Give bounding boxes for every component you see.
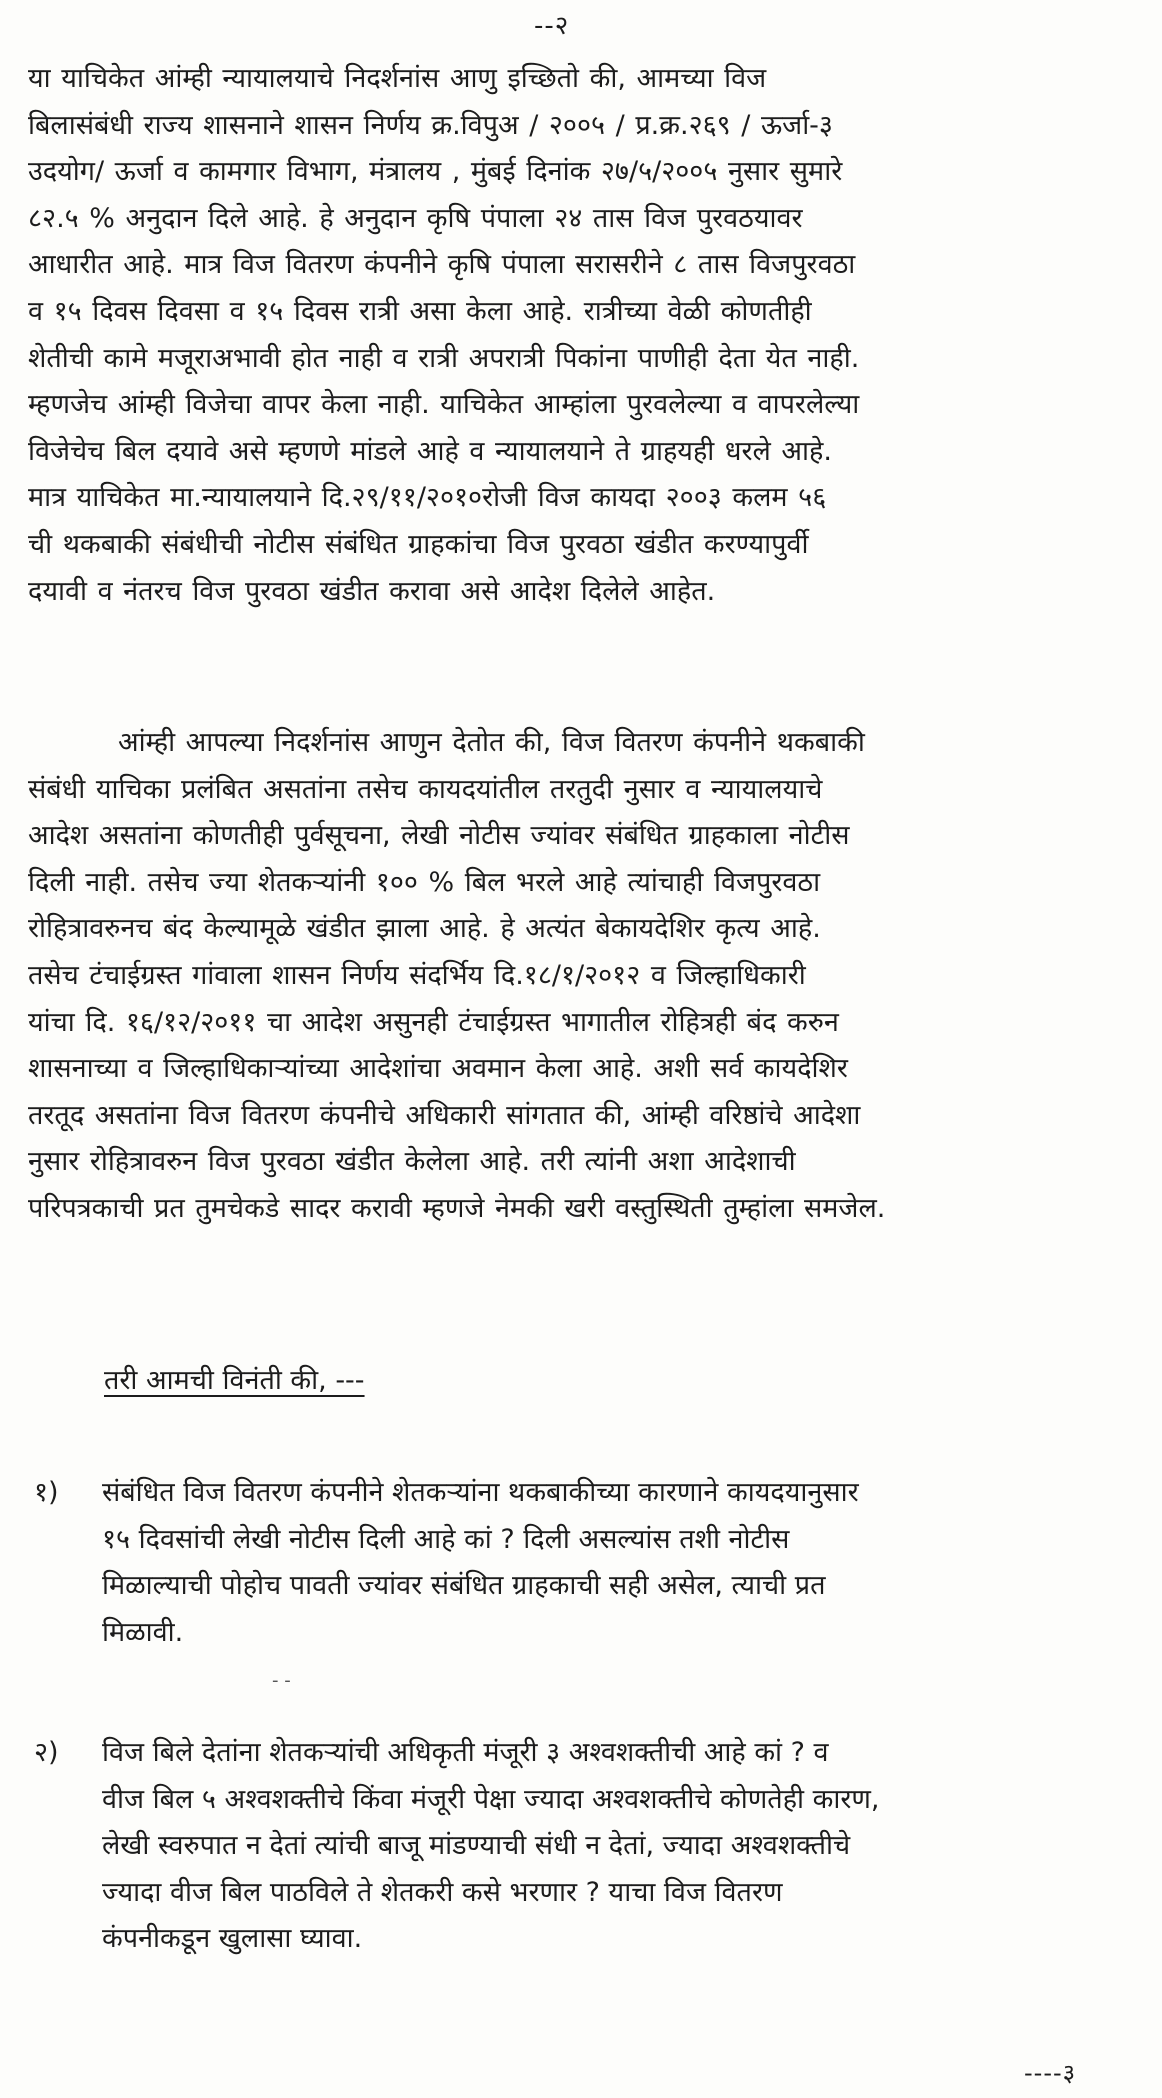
paragraph-line: परिपत्रकाची प्रत तुमचेकडे सादर करावी म्हणजे नेमकी खरी वस्तुस्थिती तुम्हांला समजेल. [28, 1192, 886, 1224]
paragraph-line: आधारीत आहे. मात्र विज वितरण कंपनीने कृषि पंपाला सरासरीने ८ तास विजपुरवठा [28, 249, 856, 281]
item-body [102, 1470, 1148, 1656]
paragraph-line: यांचा दि. १६/१२/२०११ चा आदेश असुनही टंचाईग्रस्त भागातील रोहित्रही बंद करुन [28, 1006, 839, 1038]
paragraph-line: मात्र याचिकेत मा.न्यायालयाने दि.२९/११/२०१०रोजी विज कायदा २००३ कलम ५६ [28, 482, 827, 514]
paragraph-line: आंम्ही आपल्या निदर्शनांस आणुन देतोत की, विज वितरण कंपनीने थकबाकी [118, 727, 865, 758]
paragraph-petition-subsidy [28, 56, 1138, 615]
paragraph-line: व १५ दिवस दिवसा व १५ दिवस रात्री असा केला आहे. रात्रीच्या वेळी कोणतीही [28, 295, 812, 327]
item-line: लेखी स्वरुपात न देतां त्यांची बाजू मांडण्याची संधी न देतां, ज्यादा अश्वशक्तीचे [102, 1830, 851, 1862]
page-number-top: --२ [534, 11, 570, 41]
item-line: ज्यादा वीज बिल पाठविले ते शेतकरी कसे भरणार ? याचा विज वितरण [102, 1876, 783, 1908]
paragraph-line: आदेश असतांना कोणतीही पुर्वसूचना, लेखी नोटीस ज्यांवर संबंधित ग्राहकाला नोटीस [28, 820, 850, 852]
paragraph-disconnection-notice [28, 720, 1138, 1233]
item-line: १५ दिवसांची लेखी नोटीस दिली आहे कां ? दिली असल्यांस तशी नोटीस [102, 1523, 790, 1555]
request-heading: तरी आमची विनंती की, --- [104, 1365, 365, 1396]
paragraph-line: उदयोग/ ऊर्जा व कामगार विभाग, मंत्रालय , मुंबई दिनांक २७/५/२००५ नुसार सुमारे [28, 156, 843, 188]
paragraph-line: शेतीची कामे मजूराअभावी होत नाही व रात्री अपरात्री पिकांना पाणीही देता येत नाही. [28, 342, 860, 374]
paragraph-line: विजेचेच बिल दयावे असे म्हणणे मांडले आहे व न्यायालयाने ते ग्राहयही धरले आहे. [28, 435, 832, 467]
item-number: १) [34, 1477, 59, 1508]
paragraph-line: रोहित्रावरुनच बंद केल्यामूळे खंडीत झाला आहे. हे अत्यंत बेकायदेशिर कृत्य आहे. [28, 913, 821, 945]
scan-mark: - - [272, 1670, 291, 1691]
paragraph-line: संबंधी याचिका प्रलंबित असतांना तसेच कायदयांतील तरतुदी नुसार व न्यायालयाचे [28, 773, 823, 805]
paragraph-line: दयावी व नंतरच विज पुरवठा खंडीत करावा असे आदेश दिलेले आहेत. [28, 575, 716, 607]
item-line: संबंधित विज वितरण कंपनीने शेतकऱ्यांना थकबाकीच्या कारणाने कायदयानुसार [102, 1477, 859, 1508]
paragraph-line: तसेच टंचाईग्रस्त गांवाला शासन निर्णय संदर्भिय दि.१८/१/२०१२ व जिल्हाधिकारी [28, 959, 806, 991]
paragraph-line: ची थकबाकी संबंधीची नोटीस संबंधित ग्राहकांचा विज पुरवठा खंडीत करण्यापुर्वी [28, 528, 809, 560]
item-line: विज बिले देतांना शेतकऱ्यांची अधिकृती मंजूरी ३ अश्वशक्तीची आहे कां ? व [102, 1737, 829, 1768]
paragraph-line: शासनाच्या व जिल्हाधिकाऱ्यांच्या आदेशांचा अवमान केला आहे. अशी सर्व कायदेशिर [28, 1053, 848, 1085]
item-line: मिळावी. [102, 1616, 184, 1648]
item-line: मिळाल्याची पोहोच पावती ज्यांवर संबंधित ग्राहकाची सही असेल, त्याची प्रत [102, 1570, 826, 1602]
item-line: वीज बिल ५ अश्वशक्तीचे किंवा मंजूरी पेक्षा ज्यादा अश्वशक्तीचे कोणतेही कारण, [102, 1783, 880, 1815]
paragraph-line: तरतूद असतांना विज वितरण कंपनीचे अधिकारी सांगतात की, आंम्ही वरिष्ठांचे आदेशा [28, 1099, 861, 1131]
page-number-bottom: ----३ [1024, 2059, 1077, 2087]
paragraph-line: या याचिकेत आंम्ही न्यायालयाचे निदर्शनांस आणु इच्छितो की, आमच्या विज [28, 63, 767, 94]
paragraph-line: बिलासंबंधी राज्य शासनाने शासन निर्णय क्र.विपुअ / २००५ / प्र.क्र.२६९ / ऊर्जा-३ [28, 109, 833, 141]
item-body [102, 1730, 1148, 1963]
paragraph-line: दिली नाही. तसेच ज्या शेतकऱ्यांनी १०० % बिल भरले आहे त्यांचाही विजपुरवठा [28, 866, 821, 898]
item-line: कंपनीकडून खुलासा घ्यावा. [102, 1923, 363, 1955]
paragraph-line: ८२.५ % अनुदान दिले आहे. हे अनुदान कृषि पंपाला २४ तास विज पुरवठयावर [28, 202, 803, 234]
paragraph-line: म्हणजेच आंम्ही विजेचा वापर केला नाही. याचिकेत आम्हांला पुरवलेल्या व वापरलेल्या [28, 389, 860, 421]
item-number: २) [34, 1737, 59, 1768]
paragraph-line: नुसार रोहित्रावरुन विज पुरवठा खंडीत केलेला आहे. तरी त्यांनी अशा आदेशाची [28, 1146, 796, 1178]
